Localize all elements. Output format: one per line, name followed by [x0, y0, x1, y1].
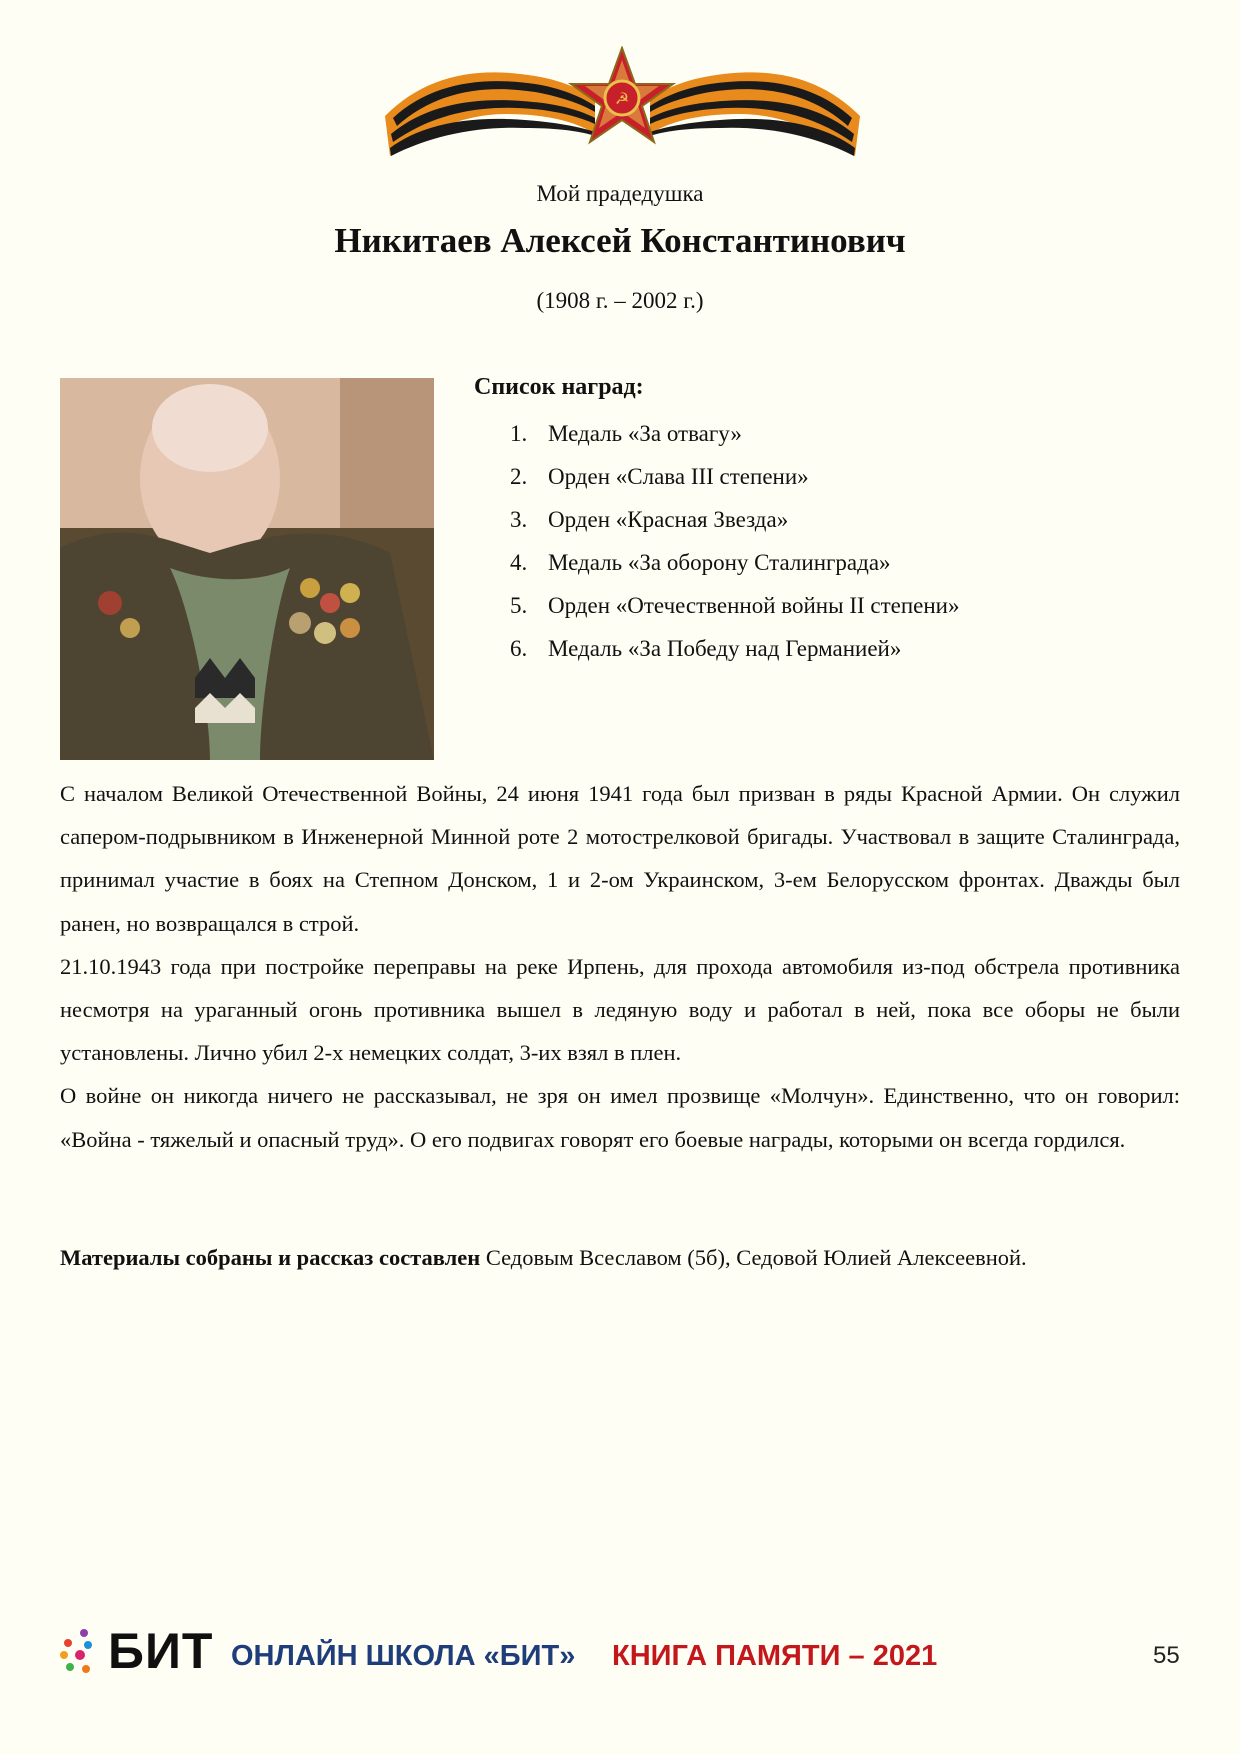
- biography-text: [60, 772, 1180, 1161]
- award-item: 5. Орден «Отечественной войны II степени»: [510, 593, 960, 618]
- svg-text:☭: ☭: [614, 89, 630, 108]
- credits-authors: Седовым Всеславом (5б), Седовой Юлией Алексеевной.: [480, 1245, 1027, 1270]
- biography-paragraph: О войне он никогда ничего не рассказывал, не зря он имел прозвище «Молчун». Единственно, что он говорил: «Война - тяжелый и опасный труд». О его подвигах говорят его боевые награды, которыми он всегда гордился.: [60, 1083, 1180, 1152]
- page-number: 55: [1153, 1642, 1180, 1669]
- awards-title: Список наград:: [474, 374, 644, 400]
- biography-paragraph: С началом Великой Отечественной Войны, 24 июня 1941 года был призван в ряды Красной Армии. Он служил сапером-подрывником в Инженерной Минной роте 2 мотострелковой бригады. Участвовал в защите Сталинграда, принимал участие в боях на Степном Донском, 1 и 2-ом Украинском, 3-ем Белорусском фронтах. Дважды был ранен, но возвращался в строй.: [60, 781, 1180, 936]
- award-item: 2. Орден «Слава III степени»: [510, 464, 809, 489]
- veteran-portrait-photo: [60, 378, 434, 760]
- life-years: (1908 г. – 2002 г.): [536, 288, 704, 313]
- award-item: 3. Орден «Красная Звезда»: [510, 507, 789, 532]
- awards-list: [510, 412, 959, 670]
- credits-label: Материалы собраны и рассказ составлен: [60, 1245, 481, 1270]
- award-item: 1. Медаль «За отвагу»: [510, 421, 742, 446]
- bit-school-logo-icon: [58, 1627, 98, 1679]
- footer-brand: БИТ: [108, 1623, 214, 1679]
- biography-paragraph: 21.10.1943 года при постройке переправы на реке Ирпень, для прохода автомобиля из-под обстрела противника несмотря на ураганный огонь противника вышел в ледяную воду и работал в ней, пока все оборы не были установлены. Лично убил 2-х немецких солдат, 3-их взял в плен.: [60, 953, 1180, 1066]
- page-subtitle: Мой прадедушка: [536, 181, 704, 206]
- award-item: 6. Медаль «За Победу над Германией»: [510, 636, 902, 661]
- credits-line: [60, 1245, 1027, 1271]
- veteran-name: Никитаев Алексей Константинович: [334, 221, 906, 260]
- st-george-ribbon-icon: [385, 46, 860, 164]
- award-item: 4. Медаль «За оборону Сталинграда»: [510, 550, 891, 575]
- footer-school-name: ОНЛАЙН ШКОЛА «БИТ»: [231, 1640, 576, 1672]
- footer-book-title: КНИГА ПАМЯТИ – 2021: [612, 1640, 938, 1672]
